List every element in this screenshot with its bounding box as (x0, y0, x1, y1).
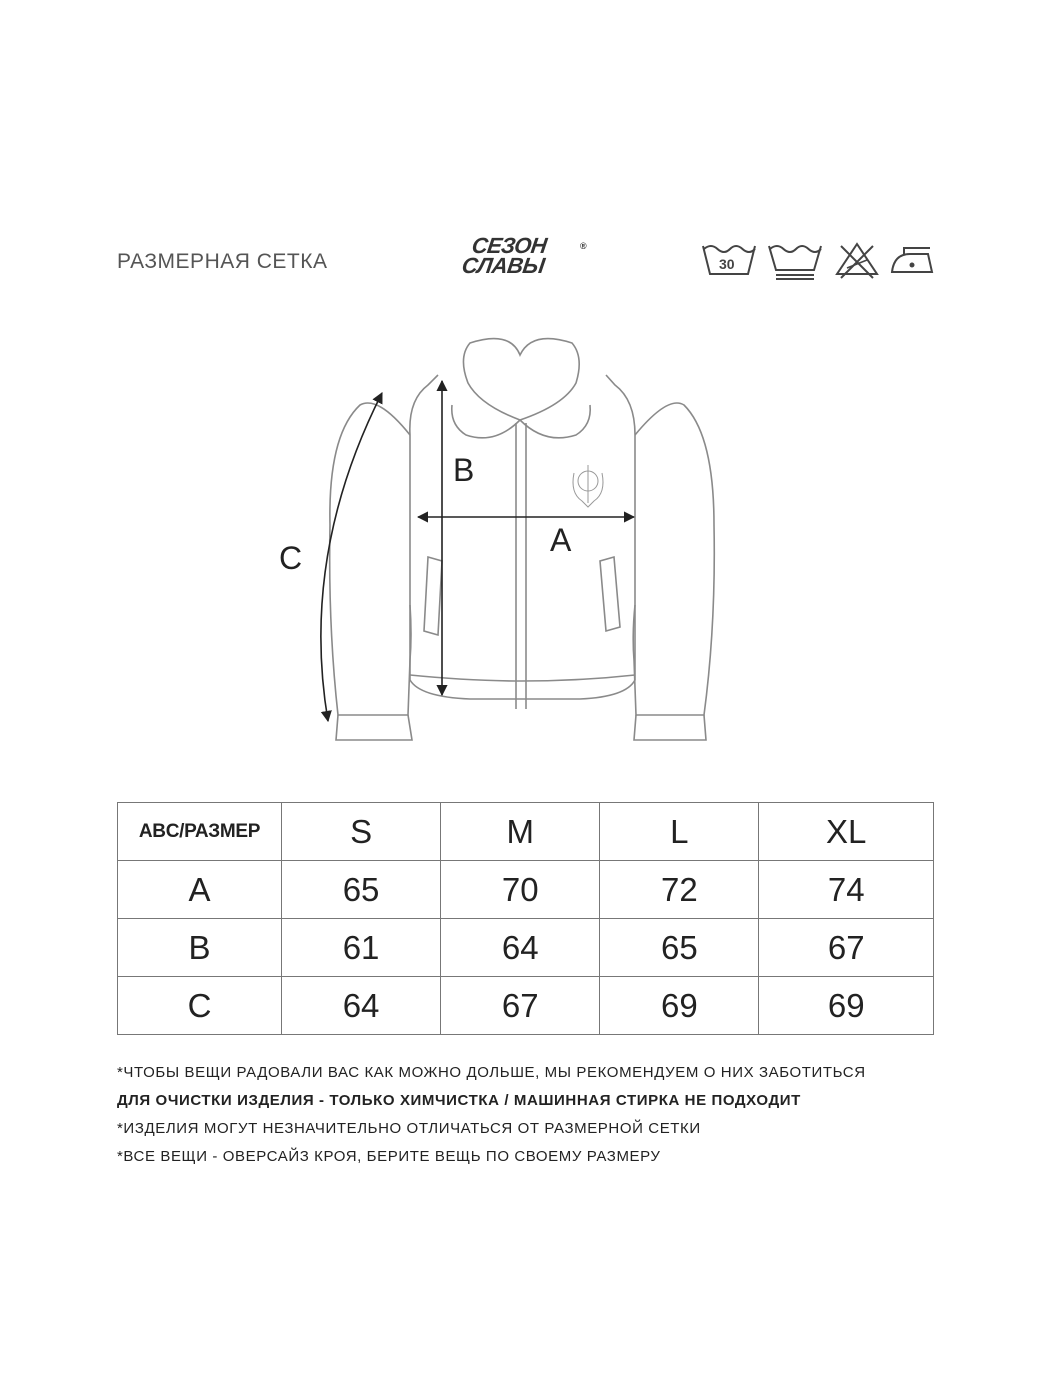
brand-logo-line2: СЛАВЫ (460, 253, 547, 278)
measure-label-b: B (453, 452, 475, 488)
note-line-cleaning: ДЛЯ ОЧИСТКИ ИЗДЕЛИЯ - ТОЛЬКО ХИМЧИСТКА / МАШИННАЯ СТИРКА НЕ ПОДХОДИТ (117, 1092, 801, 1109)
care-icons (700, 240, 940, 280)
note-line: *ИЗДЕЛИЯ МОГУТ НЕЗНАЧИТЕЛЬНО ОТЛИЧАТЬСЯ ОТ РАЗМЕРНОЙ СЕТКИ (117, 1120, 701, 1137)
measure-label-c: C (279, 540, 303, 576)
wash-30-icon (700, 240, 758, 280)
wash-temperature: 30 (719, 256, 735, 272)
brand-logo (460, 233, 592, 282)
table-cell: 72 (600, 861, 759, 919)
table-cell: 70 (441, 861, 600, 919)
registered-mark: ® (580, 241, 587, 251)
size-header: S (282, 803, 441, 861)
size-header: L (600, 803, 759, 861)
table-cell: 67 (759, 919, 934, 977)
hand-wash-icon (766, 240, 824, 280)
table-cell: 65 (600, 919, 759, 977)
table-corner-label: ABC/РАЗМЕР (118, 803, 282, 861)
row-label: B (118, 919, 282, 977)
page-title: РАЗМЕРНАЯ СЕТКА (117, 250, 328, 273)
measure-label-a: A (550, 522, 572, 558)
size-header: M (441, 803, 600, 861)
table-cell: 74 (759, 861, 934, 919)
brand-logo-line1: СЕЗОН (470, 233, 549, 258)
row-label: C (118, 977, 282, 1035)
no-bleach-icon (833, 240, 881, 280)
size-table (117, 802, 934, 1035)
jacket-diagram (270, 325, 770, 755)
table-cell: 69 (600, 977, 759, 1035)
size-header: XL (759, 803, 934, 861)
row-label: A (118, 861, 282, 919)
iron-icon (888, 240, 936, 280)
table-cell: 67 (441, 977, 600, 1035)
table-header-row (118, 803, 934, 861)
table-row (118, 861, 934, 919)
note-line: *ВСЕ ВЕЩИ - ОВЕРСАЙЗ КРОЯ, БЕРИТЕ ВЕЩЬ ПО СВОЕМУ РАЗМЕРУ (117, 1148, 661, 1165)
table-cell: 61 (282, 919, 441, 977)
table-row (118, 919, 934, 977)
table-cell: 64 (441, 919, 600, 977)
care-notes (117, 1064, 977, 1176)
note-line: *ЧТОБЫ ВЕЩИ РАДОВАЛИ ВАС КАК МОЖНО ДОЛЬШЕ, МЫ РЕКОМЕНДУЕМ О НИХ ЗАБОТИТЬСЯ (117, 1064, 866, 1081)
table-cell: 65 (282, 861, 441, 919)
table-cell: 69 (759, 977, 934, 1035)
table-cell: 64 (282, 977, 441, 1035)
table-row (118, 977, 934, 1035)
